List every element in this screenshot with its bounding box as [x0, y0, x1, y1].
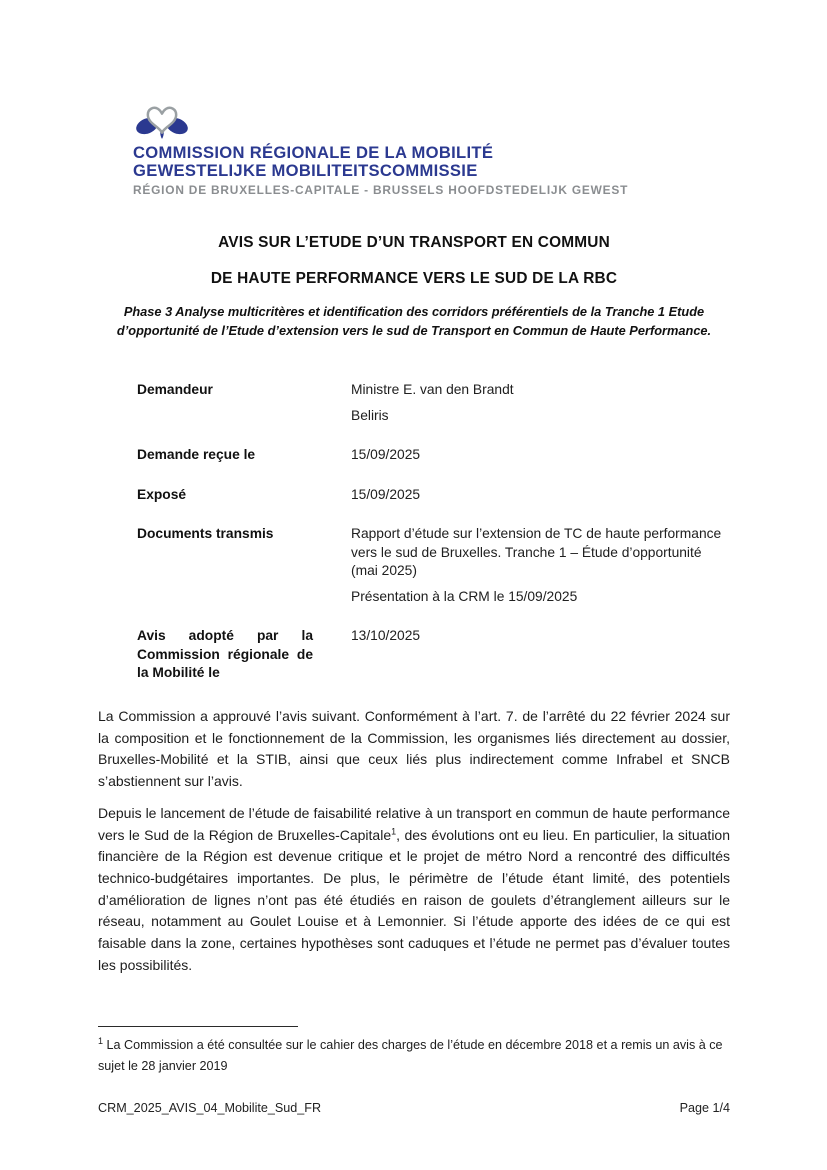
title-block — [98, 233, 730, 340]
doc-title-line1: AVIS SUR L’ETUDE D’UN TRANSPORT EN COMMUN — [218, 234, 610, 251]
info-value: 15/09/2025 — [351, 486, 421, 502]
info-value-group — [351, 525, 731, 606]
info-label: Demande reçue le — [137, 447, 256, 462]
org-name-nl: GEWESTELIJKE MOBILITEITSCOMMISSIE — [133, 160, 478, 180]
footnote-divider — [98, 1026, 298, 1027]
iris-heart-icon — [135, 101, 189, 141]
org-region-line: RÉGION DE BRUXELLES-CAPITALE - BRUSSELS HOOFDSTEDELIJK GEWEST — [133, 183, 629, 197]
info-label: Exposé — [137, 486, 187, 502]
footnote-block — [98, 1026, 730, 1077]
info-value: Rapport d’étude sur l’extension de TC de haute performance vers le sud de Bruxelles. Tranche 1 – Étude d’opportunité (mai 2025) — [351, 526, 722, 578]
info-label: Documents transmis — [137, 526, 274, 541]
info-table — [137, 381, 731, 704]
info-value-group — [351, 627, 731, 683]
page-footer — [98, 1101, 730, 1115]
info-row-demandeur — [137, 381, 731, 425]
footnote-text: La Commission a été consultée sur le cahier des charges de l’étude en décembre 2018 et a remis un avis à ce sujet le 28 janvier 2019 — [98, 1038, 723, 1073]
footnote-ref-marker: 1 — [391, 825, 397, 836]
info-row-avis-adopte — [137, 627, 731, 683]
page-number: Page 1/4 — [679, 1101, 730, 1115]
doc-body — [98, 706, 730, 986]
doc-title-line2: DE HAUTE PERFORMANCE VERS LE SUD DE LA RBC — [210, 270, 618, 287]
info-label: Avis adopté par la Commission régionale de la Mobilité le — [137, 628, 313, 680]
org-header — [133, 101, 628, 197]
info-value-group — [351, 446, 731, 465]
info-value: 15/09/2025 — [351, 447, 421, 462]
body-paragraph-1: La Commission a approuvé l’avis suivant. Conformément à l’art. 7. de l’arrêté du 22 février 2024 sur la composition et le fonctionnement de la Commission, les organismes liés directement au dossier, Bruxelles-Mobilité et la STIB, ainsi que ceux liés plus indirectement comme Infrabel et SNCB s’abstiennent sur l’avis. — [98, 708, 730, 790]
info-value-group — [351, 486, 731, 505]
body-paragraph-2-text: , des évolutions ont eu lieu. En particulier, la situation financière de la Région est devenue critique et le projet de métro Nord a rencontré des difficultés technico-budgétaires importantes. De plus, le périmètre de l’étude étant limité, des potentiels d’amélioration de lignes n’ont pas été étudiés en raison de goulets d’étranglement ailleurs sur le réseau, notamment au Goulet Louise et à Lemonnier. Si l’étude apporte des idées de ce qui est faisable dans la zone, certaines hypothèses sont caduques et l’étude ne permet pas d’évaluer toutes les possibilités. — [98, 826, 730, 973]
org-name-fr: COMMISSION RÉGIONALE DE LA MOBILITÉ — [133, 143, 494, 162]
info-value: Ministre E. van den Brandt — [351, 382, 514, 397]
doc-subtitle: Phase 3 Analyse multicritères et identification des corridors préférentiels de la Tranche 1 Etude d’opportunité de l’Etude d’extension vers le sud de Transport en Commun de Haute Performance. — [116, 304, 712, 338]
info-row-documents-transmis — [137, 525, 731, 606]
info-value-group — [351, 381, 731, 425]
info-row-demande-recue — [137, 446, 731, 465]
body-paragraph-2-text: Depuis le lancement de l’étude de faisabilité relative à un transport en commun de haute performance vers le Sud de la Région de Bruxelles-Capitale — [98, 804, 730, 843]
info-value: Beliris — [351, 407, 389, 423]
info-row-expose — [137, 486, 731, 505]
info-label: Demandeur — [137, 382, 213, 397]
info-value: 13/10/2025 — [351, 628, 421, 643]
info-value: Présentation à la CRM le 15/09/2025 — [351, 588, 578, 604]
footnote-marker: 1 — [98, 1035, 104, 1046]
body-paragraph-2 — [98, 803, 730, 977]
document-reference: CRM_2025_AVIS_04_Mobilite_Sud_FR — [98, 1101, 322, 1115]
footnote — [98, 1035, 730, 1077]
